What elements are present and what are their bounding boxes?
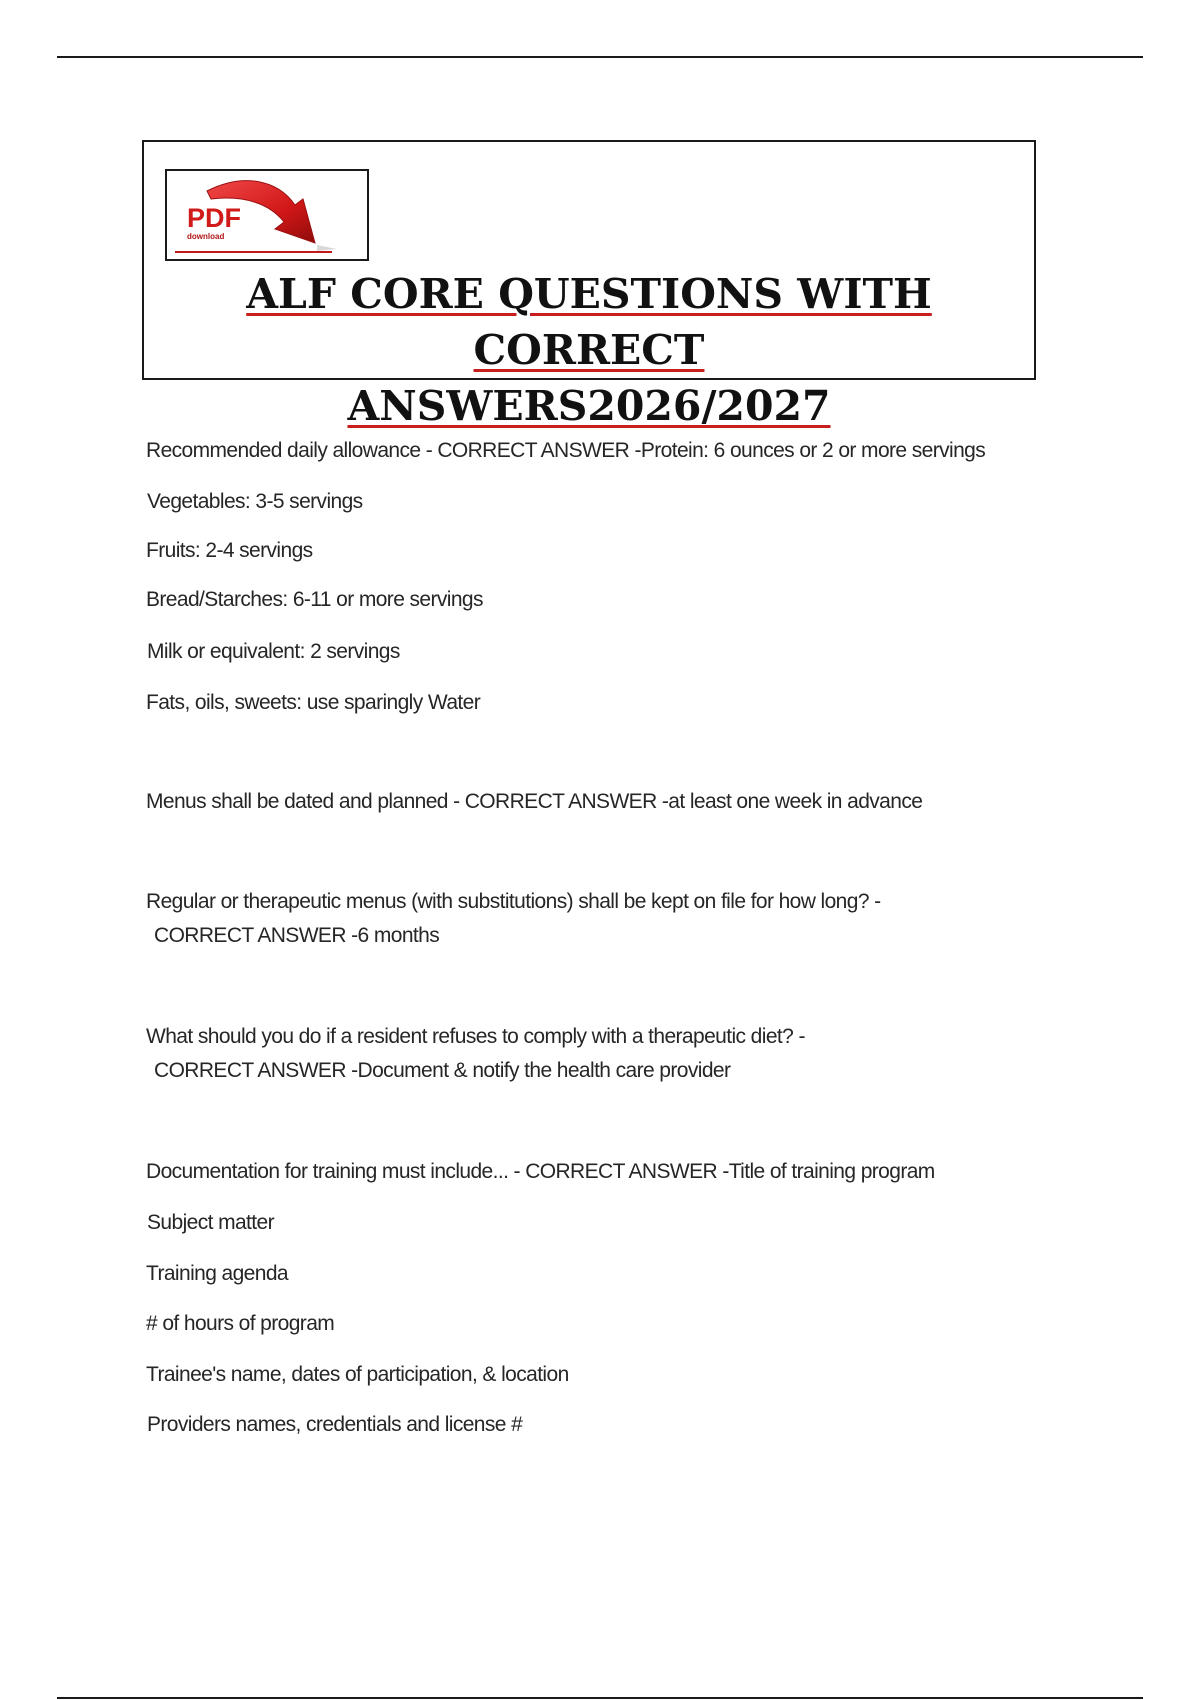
content-line: Regular or therapeutic menus (with substitutions) shall be kept on file for how long? - [146, 890, 881, 913]
content-line: CORRECT ANSWER -6 months [154, 924, 440, 947]
title-line-1: ALF CORE QUESTIONS WITH CORRECT [246, 270, 932, 374]
content-line: Milk or equivalent: 2 servings [147, 640, 400, 663]
content-line: CORRECT ANSWER -Document & notify the health care provider [154, 1059, 731, 1082]
content-line: What should you do if a resident refuses to comply with a therapeutic diet? - [146, 1025, 805, 1048]
content-line: Documentation for training must include... - CORRECT ANSWER -Title of training program [146, 1160, 935, 1183]
content-line: Fruits: 2-4 servings [146, 539, 313, 562]
content-line: Vegetables: 3-5 servings [147, 490, 363, 513]
content-line: Providers names, credentials and license # [147, 1413, 523, 1436]
content-line: Training agenda [146, 1262, 288, 1285]
content-line: Menus shall be dated and planned - CORRECT ANSWER -at least one week in advance [146, 790, 923, 813]
content-line: Fats, oils, sweets: use sparingly Water [146, 691, 481, 714]
content-line: # of hours of program [146, 1312, 335, 1335]
logo-underline [175, 251, 332, 253]
title-header-box [142, 140, 1036, 430]
title-line-2: ANSWERS2026/2027 [347, 382, 831, 430]
pdf-download-logo [165, 169, 369, 261]
bottom-rule [57, 1697, 1143, 1699]
logo-pdf-text: PDF [187, 203, 241, 233]
content-line: Recommended daily allowance - CORRECT ANSWER -Protein: 6 ounces or 2 or more servings [146, 439, 986, 462]
document-title [144, 266, 1034, 434]
logo-download-text: download [187, 232, 225, 241]
content-line: Trainee's name, dates of participation, & location [146, 1363, 569, 1386]
top-rule [57, 56, 1143, 58]
content-line: Bread/Starches: 6-11 or more servings [146, 588, 483, 611]
content-line: Subject matter [147, 1211, 274, 1234]
